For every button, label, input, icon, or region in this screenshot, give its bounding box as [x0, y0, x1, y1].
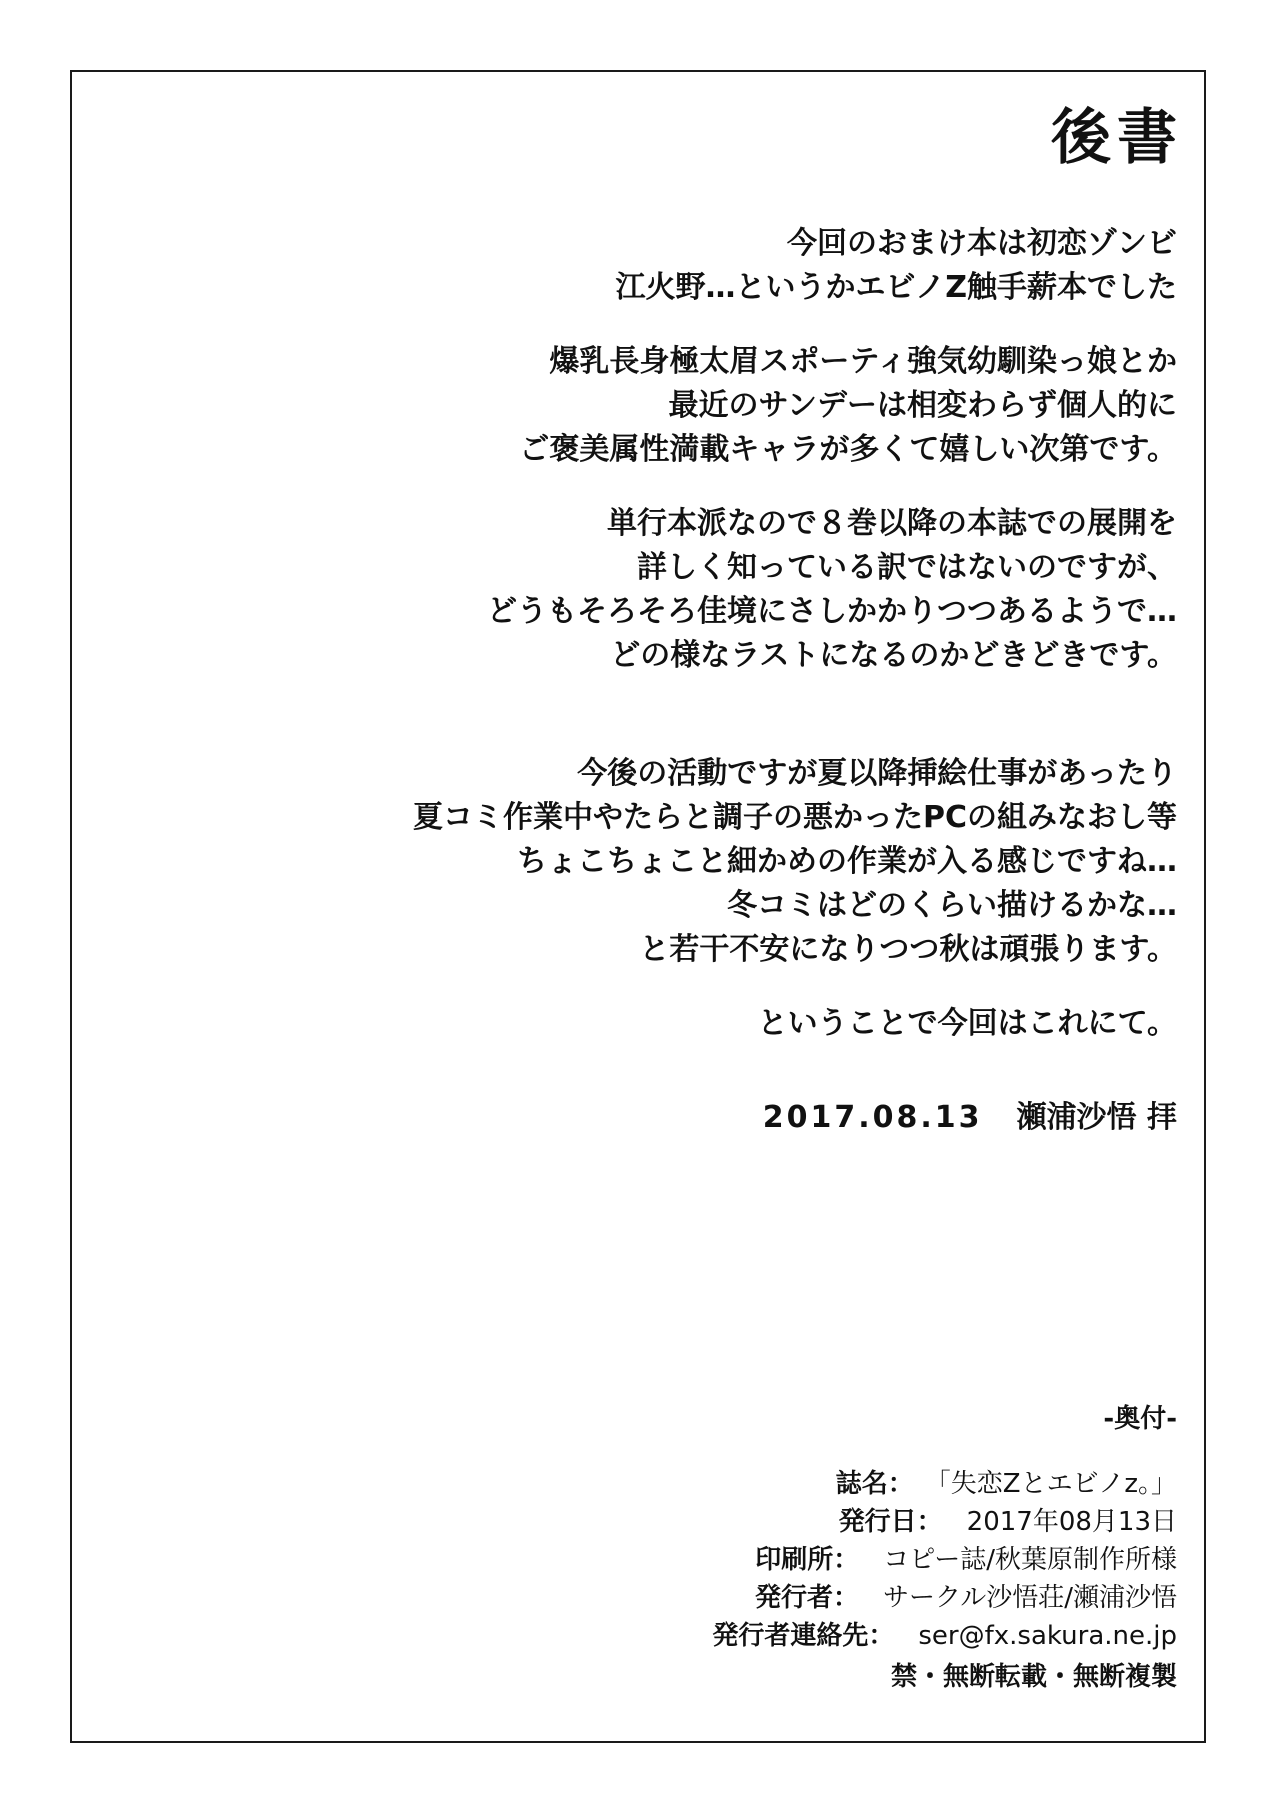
- colophon-value: コピー誌/秋葉原制作所様: [883, 1545, 1177, 1575]
- signature: [763, 1092, 1177, 1136]
- body-line: どうもそろそろ佳境にさしかかりつつあるようで…: [487, 594, 1177, 629]
- colophon-value: 「失恋Zとエビノz。」: [937, 1469, 1177, 1499]
- signature-author: 瀬浦沙悟 拝: [1016, 1100, 1177, 1135]
- body-line: 夏コミ作業中やたらと調子の悪かったPCの組みなおし等: [412, 800, 1177, 835]
- body-line: どの様なラストになるのかどきどきです。: [610, 638, 1177, 673]
- colophon-label: 発行者：: [755, 1583, 860, 1613]
- body-line: 江火野…というかエビノZ触手薪本でした: [615, 270, 1177, 305]
- colophon-label: 発行日：: [838, 1507, 943, 1537]
- body-line: 単行本派なので８巻以降の本誌での展開を: [607, 506, 1177, 541]
- colophon-row-date: [712, 1503, 1177, 1541]
- colophon-row-publisher: [712, 1579, 1177, 1617]
- body-line: 今回のおまけ本は初恋ゾンビ: [787, 226, 1177, 261]
- colophon-value: 2017年08月13日: [966, 1507, 1177, 1537]
- body-line: ということで今回はこれにて。: [757, 1006, 1177, 1041]
- body-line: 最近のサンデーは相変わらず個人的に: [668, 388, 1177, 423]
- body-line: 今後の活動ですが夏以降挿絵仕事があったり: [577, 756, 1177, 791]
- colophon-label: 誌名：: [835, 1469, 914, 1499]
- colophon-row-title: [712, 1465, 1177, 1503]
- body-line: と若干不安になりつつ秋は頑張ります。: [639, 932, 1177, 967]
- colophon-value: サークル沙悟荘/瀬浦沙悟: [883, 1583, 1177, 1613]
- colophon-table: [712, 1465, 1177, 1655]
- colophon-row-printer: [712, 1541, 1177, 1579]
- colophon-label: 印刷所：: [755, 1545, 860, 1575]
- body-line: ご褒美属性満載キャラが多くて嬉しい次第です。: [519, 432, 1177, 467]
- body-line: 詳しく知っている訳ではないのですが、: [637, 550, 1177, 585]
- signature-date: 2017.08.13: [762, 1100, 983, 1135]
- colophon-heading: -奥付-: [1103, 1404, 1177, 1434]
- colophon-row-contact: [712, 1617, 1177, 1655]
- body-line: 爆乳長身極太眉スポーティ強気幼馴染っ娘とか: [549, 344, 1177, 379]
- afterword-body: [197, 222, 1177, 1046]
- colophon-contact-email: ser@fx.sakura.ne.jp: [918, 1621, 1177, 1651]
- afterword-title: 後書: [1051, 103, 1183, 173]
- body-line: ちょこちょこと細かめの作業が入る感じですね…: [517, 844, 1177, 879]
- colophon-label: 発行者連絡先：: [712, 1621, 895, 1651]
- copyright-notice: 禁・無断転載・無断複製: [890, 1662, 1177, 1692]
- body-line: 冬コミはどのくらい描けるかな…: [727, 888, 1177, 923]
